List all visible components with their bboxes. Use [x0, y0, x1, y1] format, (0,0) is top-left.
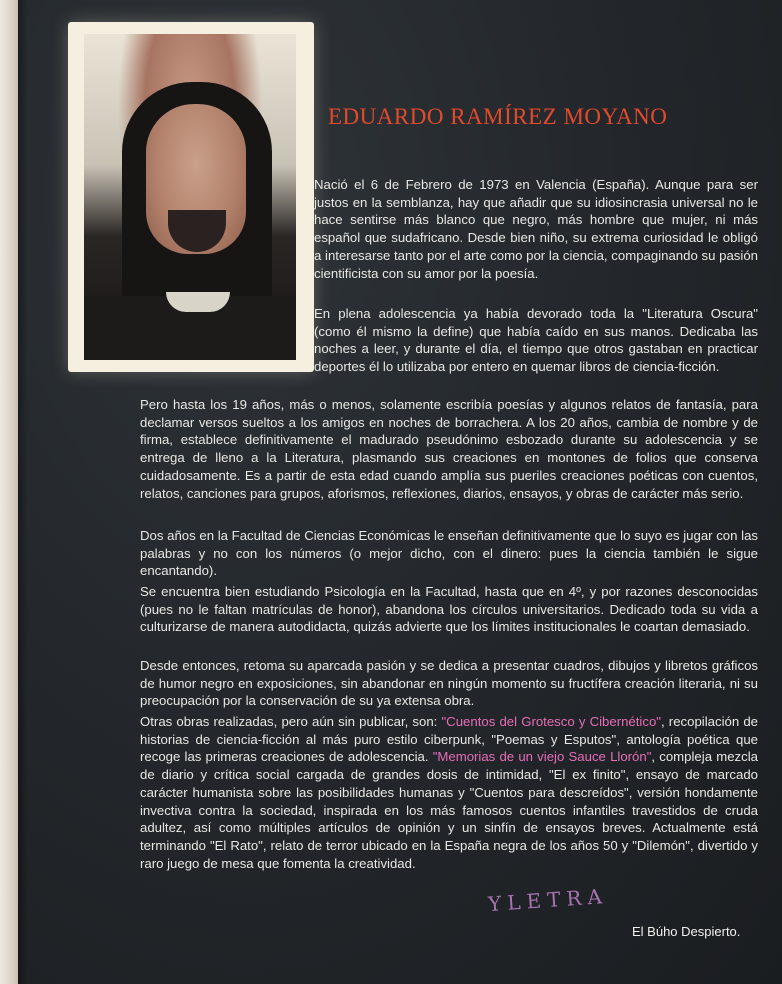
bio-paragraph: Nació el 6 de Febrero de 1973 en Valencia (España). Aunque para ser justos en la semblanza, hay que añadir que su idiosincrasia universal no le hace sentirse más blanco que negro, más hombre que mujer, ni más español que sudafricano. Desde bien niño, su extrema curiosidad le obligó a interesarse tanto por el arte como por la ciencia, compaginando su pasión cientificista con su amor por la poesía.: [314, 177, 758, 281]
bio-paragraph: Pero hasta los 19 años, más o menos, solamente escribía poesías y algunos relatos de fantasía, para declamar versos sueltos a los amigos en noches de borrachera. A los 20 años, cambia de nombre y de firma, establece definitivamente el madurado pseudónimo esbozado durante su adolescencia y se entrega de lleno a la Literatura, plasmando sus creaciones en montones de folios que conserva cuidadosamente. Es a partir de esta edad cuando amplía sus pueriles creaciones poéticas con cuentos, relatos, canciones para grupos, aforismos, reflexiones, diarios, ensayos, y obras de carácter más serio.: [140, 397, 758, 501]
bio-paragraph: Desde entonces, retoma su aparcada pasión y se dedica a presentar cuadros, dibujos y libretos gráficos de humor negro en exposiciones, sin abandonar en ningún momento su fructífera creación literaria, ni su preocupación por la conservación de su ya extensa obra.: [140, 658, 758, 709]
page-shadow: [18, 0, 28, 984]
bio-paragraph-works: [140, 713, 758, 872]
bio-paragraph: Se encuentra bien estudiando Psicología en la Facultad, hasta que en 4º, y por razones desconocidas (pues no le faltan matrículas de honor), abandona los círculos universitarios. Dedicado toda su vida a culturizarse de manera autodidacta, quizás advierte que los límites institucionales le coartan demasiado.: [140, 584, 758, 635]
handwritten-signature: YLETRA: [487, 883, 609, 917]
work-title-highlight: "Cuentos del Grotesco y Cibernético": [441, 714, 661, 729]
publisher-credit: El Búho Despierto.: [632, 924, 741, 939]
works-intro: Otras obras realizadas, pero aún sin publicar, son:: [140, 714, 442, 729]
works-text: , recopilación de historias de ciencia-ficción al más puro estilo ciberpunk, "Poemas y Esputos", antología poética que recoge las primeras creaciones de adolescencia.: [140, 714, 758, 765]
magazine-page: [18, 0, 782, 984]
author-name: EDUARDO RAMÍREZ MOYANO: [328, 104, 668, 129]
works-text: , compleja mezcla de diario y crítica social cargada de grandes dosis de intimidad, "El ex finito", ensayo de marcado carácter humanista sobre las posibilidades humanas y "Cuentos para descreídos", versión hondamente invectiva contra la sociedad, inspirada en los más famosos cuentos infantiles travestidos de cruda adultez, así como múltiples artículos de opinión y un sinfín de ensayos breves. Actualmente está terminando "El Rato", relato de terror ubicado en la España negra de los años 50 y "Dilemón", divertido y raro juego de mesa que fomenta la creatividad.: [140, 749, 758, 871]
bio-paragraph: En plena adolescencia ya había devorado toda la "Literatura Oscura" (como él mismo la define) que había caído en sus manos. Dedicaba las noches a leer, y durante el día, el tiempo que otros gastaban en practicar deportes él lo utilizaba por entero en quemar libros de ciencia-ficción.: [314, 306, 758, 375]
bio-paragraph: Dos años en la Facultad de Ciencias Económicas le enseñan definitivamente que lo suyo es jugar con las palabras y no con los números (o mejor dicho, con el dinero: pues la ciencia también le sigue encantando).: [140, 528, 758, 579]
biography: [18, 0, 782, 984]
work-title-highlight: "Memorias de un viejo Sauce Llorón": [432, 749, 652, 765]
